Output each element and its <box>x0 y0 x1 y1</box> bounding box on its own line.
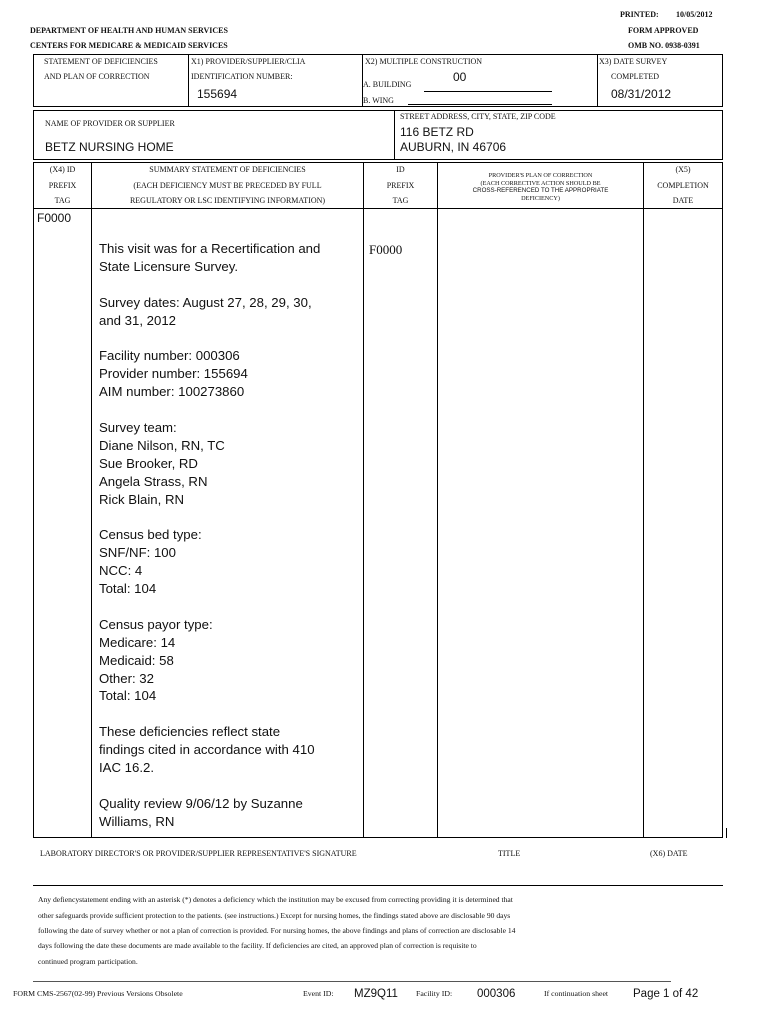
summary-line: Census bed type: <box>99 527 202 542</box>
grid-line-summary <box>363 162 364 838</box>
id-header-l3: TAG <box>392 196 409 205</box>
top-box-top-border <box>33 54 723 55</box>
left-id-prefix-tag: F0000 <box>37 211 72 225</box>
printed-label: PRINTED: <box>620 10 659 19</box>
disclaimer-line: continued program participation. <box>38 957 138 966</box>
column-header-top-border <box>33 162 723 163</box>
summary-header-l3: REGULATORY OR LSC IDENTIFYING INFORMATION) <box>129 196 326 205</box>
grid-line-x4 <box>91 162 92 838</box>
x4-header-l2: PREFIX <box>48 181 77 190</box>
x2-label: X2) MULTIPLE CONSTRUCTION <box>365 57 483 66</box>
summary-line: Rick Blain, RN <box>99 492 185 507</box>
grid-line-id <box>437 162 438 838</box>
page-number: Page 1 of 42 <box>633 988 699 1000</box>
street-address-label: STREET ADDRESS, CITY, STATE, ZIP CODE <box>400 112 556 121</box>
grid-line-left <box>33 162 34 838</box>
x3-label-l1: X3) DATE SURVEY <box>599 57 668 66</box>
building-underline <box>424 91 552 92</box>
summary-line: Williams, RN <box>99 814 175 829</box>
provider-box-bottom-border <box>33 159 723 160</box>
summary-line: Sue Brooker, RD <box>99 456 198 471</box>
printed-date: 10/05/2012 <box>676 10 713 19</box>
form-number: FORM CMS-2567(02-99) Previous Versions Obsolete <box>13 989 183 998</box>
summary-line: State Licensure Survey. <box>99 259 239 274</box>
x2-building-value: 00 <box>453 70 467 84</box>
signature-label: LABORATORY DIRECTOR'S OR PROVIDER/SUPPLIER REPRESENTATIVE'S SIGNATURE <box>40 849 357 858</box>
facility-id-label: Facility ID: <box>416 989 453 998</box>
summary-line: These deficiencies reflect state <box>99 724 281 739</box>
summary-line: Survey dates: August 27, 28, 29, 30, <box>99 295 312 310</box>
summary-line: Quality review 9/06/12 by Suzanne <box>99 796 303 811</box>
provider-box-left-border <box>33 110 34 160</box>
summary-line: NCC: 4 <box>99 563 143 578</box>
facility-id-value: 000306 <box>477 988 516 1000</box>
id-header-l1: ID <box>396 165 405 174</box>
summary-line: Other: 32 <box>99 671 154 686</box>
summary-line: IAC 16.2. <box>99 760 154 775</box>
plan-header-l1: PROVIDER'S PLAN OF CORRECTION <box>488 172 593 179</box>
event-id-label: Event ID: <box>303 989 334 998</box>
x1-identification-number: 155694 <box>197 87 238 101</box>
wing-underline <box>408 104 552 105</box>
summary-line: and 31, 2012 <box>99 313 177 328</box>
x4-header-l3: TAG <box>54 196 71 205</box>
title-label: TITLE <box>498 849 521 858</box>
summary-line: This visit was for a Recertification and <box>99 241 321 256</box>
x6-date-label: (X6) DATE <box>650 849 688 858</box>
form-approved: FORM APPROVED <box>628 26 699 35</box>
provider-box-top-border <box>33 110 723 111</box>
disclaimer-line: Any defiencystatement ending with an asterisk (*) denotes a deficiency which the institution may be excused from correcting providing it is determined that <box>38 895 513 904</box>
grid-line-right <box>722 162 723 838</box>
signature-divider <box>33 885 723 886</box>
street-address-line1: 116 BETZ RD <box>400 125 474 139</box>
x5-header-l2: COMPLETION <box>657 181 709 190</box>
plan-header-l2: (EACH CORRECTIVE ACTION SHOULD BE <box>480 180 601 187</box>
summary-line: Provider number: 155694 <box>99 366 248 381</box>
top-box-divider-1 <box>188 54 189 107</box>
summary-header-l1: SUMMARY STATEMENT OF DEFICIENCIES <box>149 165 306 174</box>
provider-name-label: NAME OF PROVIDER OR SUPPLIER <box>45 119 175 128</box>
grid-bottom-border <box>33 837 723 838</box>
grid-corner-mark <box>726 828 727 838</box>
summary-line: Survey team: <box>99 420 177 435</box>
disclaimer-line: following the date of survey whether or not a plan of correction is provided. For nursing homes, the above findings and plans of correction are disclosable 14 <box>38 926 516 935</box>
plan-header-l4: DEFICIENCY) <box>521 195 560 202</box>
x3-label-l2: COMPLETED <box>611 72 659 81</box>
x2-wing-label: B. WING <box>363 96 394 105</box>
summary-line: AIM number: 100273860 <box>99 384 245 399</box>
disclaimer-line: other safeguards provide sufficient protection to the patients. (see instructions.) Except for nursing homes, the findings stated above are disclosable 90 days <box>38 911 511 920</box>
plan-header-l3: CROSS-REFERENCED TO THE APPROPRIATE <box>472 187 609 194</box>
summary-header-l2: (EACH DEFICIENCY MUST BE PRECEDED BY FULL <box>133 181 322 190</box>
summary-line: Census payor type: <box>99 617 213 632</box>
summary-line: Medicare: 14 <box>99 635 176 650</box>
summary-line: Diane Nilson, RN, TC <box>99 438 225 453</box>
top-box-divider-3 <box>597 54 598 107</box>
x1-label-l1: X1) PROVIDER/SUPPLIER/CLIA <box>191 57 306 66</box>
x3-date-survey-completed: 08/31/2012 <box>611 87 672 101</box>
top-box-right-border <box>722 54 723 107</box>
summary-line: Facility number: 000306 <box>99 348 240 363</box>
dept-heading: DEPARTMENT OF HEALTH AND HUMAN SERVICES <box>30 26 228 35</box>
x5-header-l1: (X5) <box>675 165 691 174</box>
footer-divider <box>33 981 671 982</box>
id-header-l2: PREFIX <box>386 181 415 190</box>
right-id-prefix-tag: F0000 <box>369 242 403 257</box>
top-box-left-border <box>33 54 34 107</box>
statement-label-l1: STATEMENT OF DEFICIENCIES <box>44 57 158 66</box>
statement-label-l2: AND PLAN OF CORRECTION <box>44 72 150 81</box>
continuation-label: If continuation sheet <box>544 989 609 998</box>
summary-line: Medicaid: 58 <box>99 653 174 668</box>
grid-line-plan <box>643 162 644 838</box>
centers-heading: CENTERS FOR MEDICARE & MEDICAID SERVICES <box>30 41 228 50</box>
omb-number: OMB NO. 0938-0391 <box>628 41 700 50</box>
disclaimer-line: days following the date these documents are made available to the facility. If deficiencies are cited, an approved plan of correction is requisite to <box>38 941 477 950</box>
summary-line: Total: 104 <box>99 581 157 596</box>
x1-label-l2: IDENTIFICATION NUMBER: <box>191 72 293 81</box>
street-address-line2: AUBURN, IN 46706 <box>400 140 507 154</box>
column-header-bottom-border <box>33 208 723 209</box>
summary-line: Angela Strass, RN <box>99 474 208 489</box>
top-box-bottom-border <box>33 106 723 107</box>
x2-building-label: A. BUILDING <box>363 80 412 89</box>
summary-line: findings cited in accordance with 410 <box>99 742 315 757</box>
provider-name-value: BETZ NURSING HOME <box>45 140 174 154</box>
summary-line: SNF/NF: 100 <box>99 545 176 560</box>
provider-box-right-border <box>722 110 723 160</box>
event-id-value: MZ9Q11 <box>354 988 398 1000</box>
provider-box-divider <box>394 110 395 160</box>
summary-line: Total: 104 <box>99 688 157 703</box>
x5-header-l3: DATE <box>672 196 694 205</box>
x4-header-l1: (X4) ID <box>49 165 76 174</box>
